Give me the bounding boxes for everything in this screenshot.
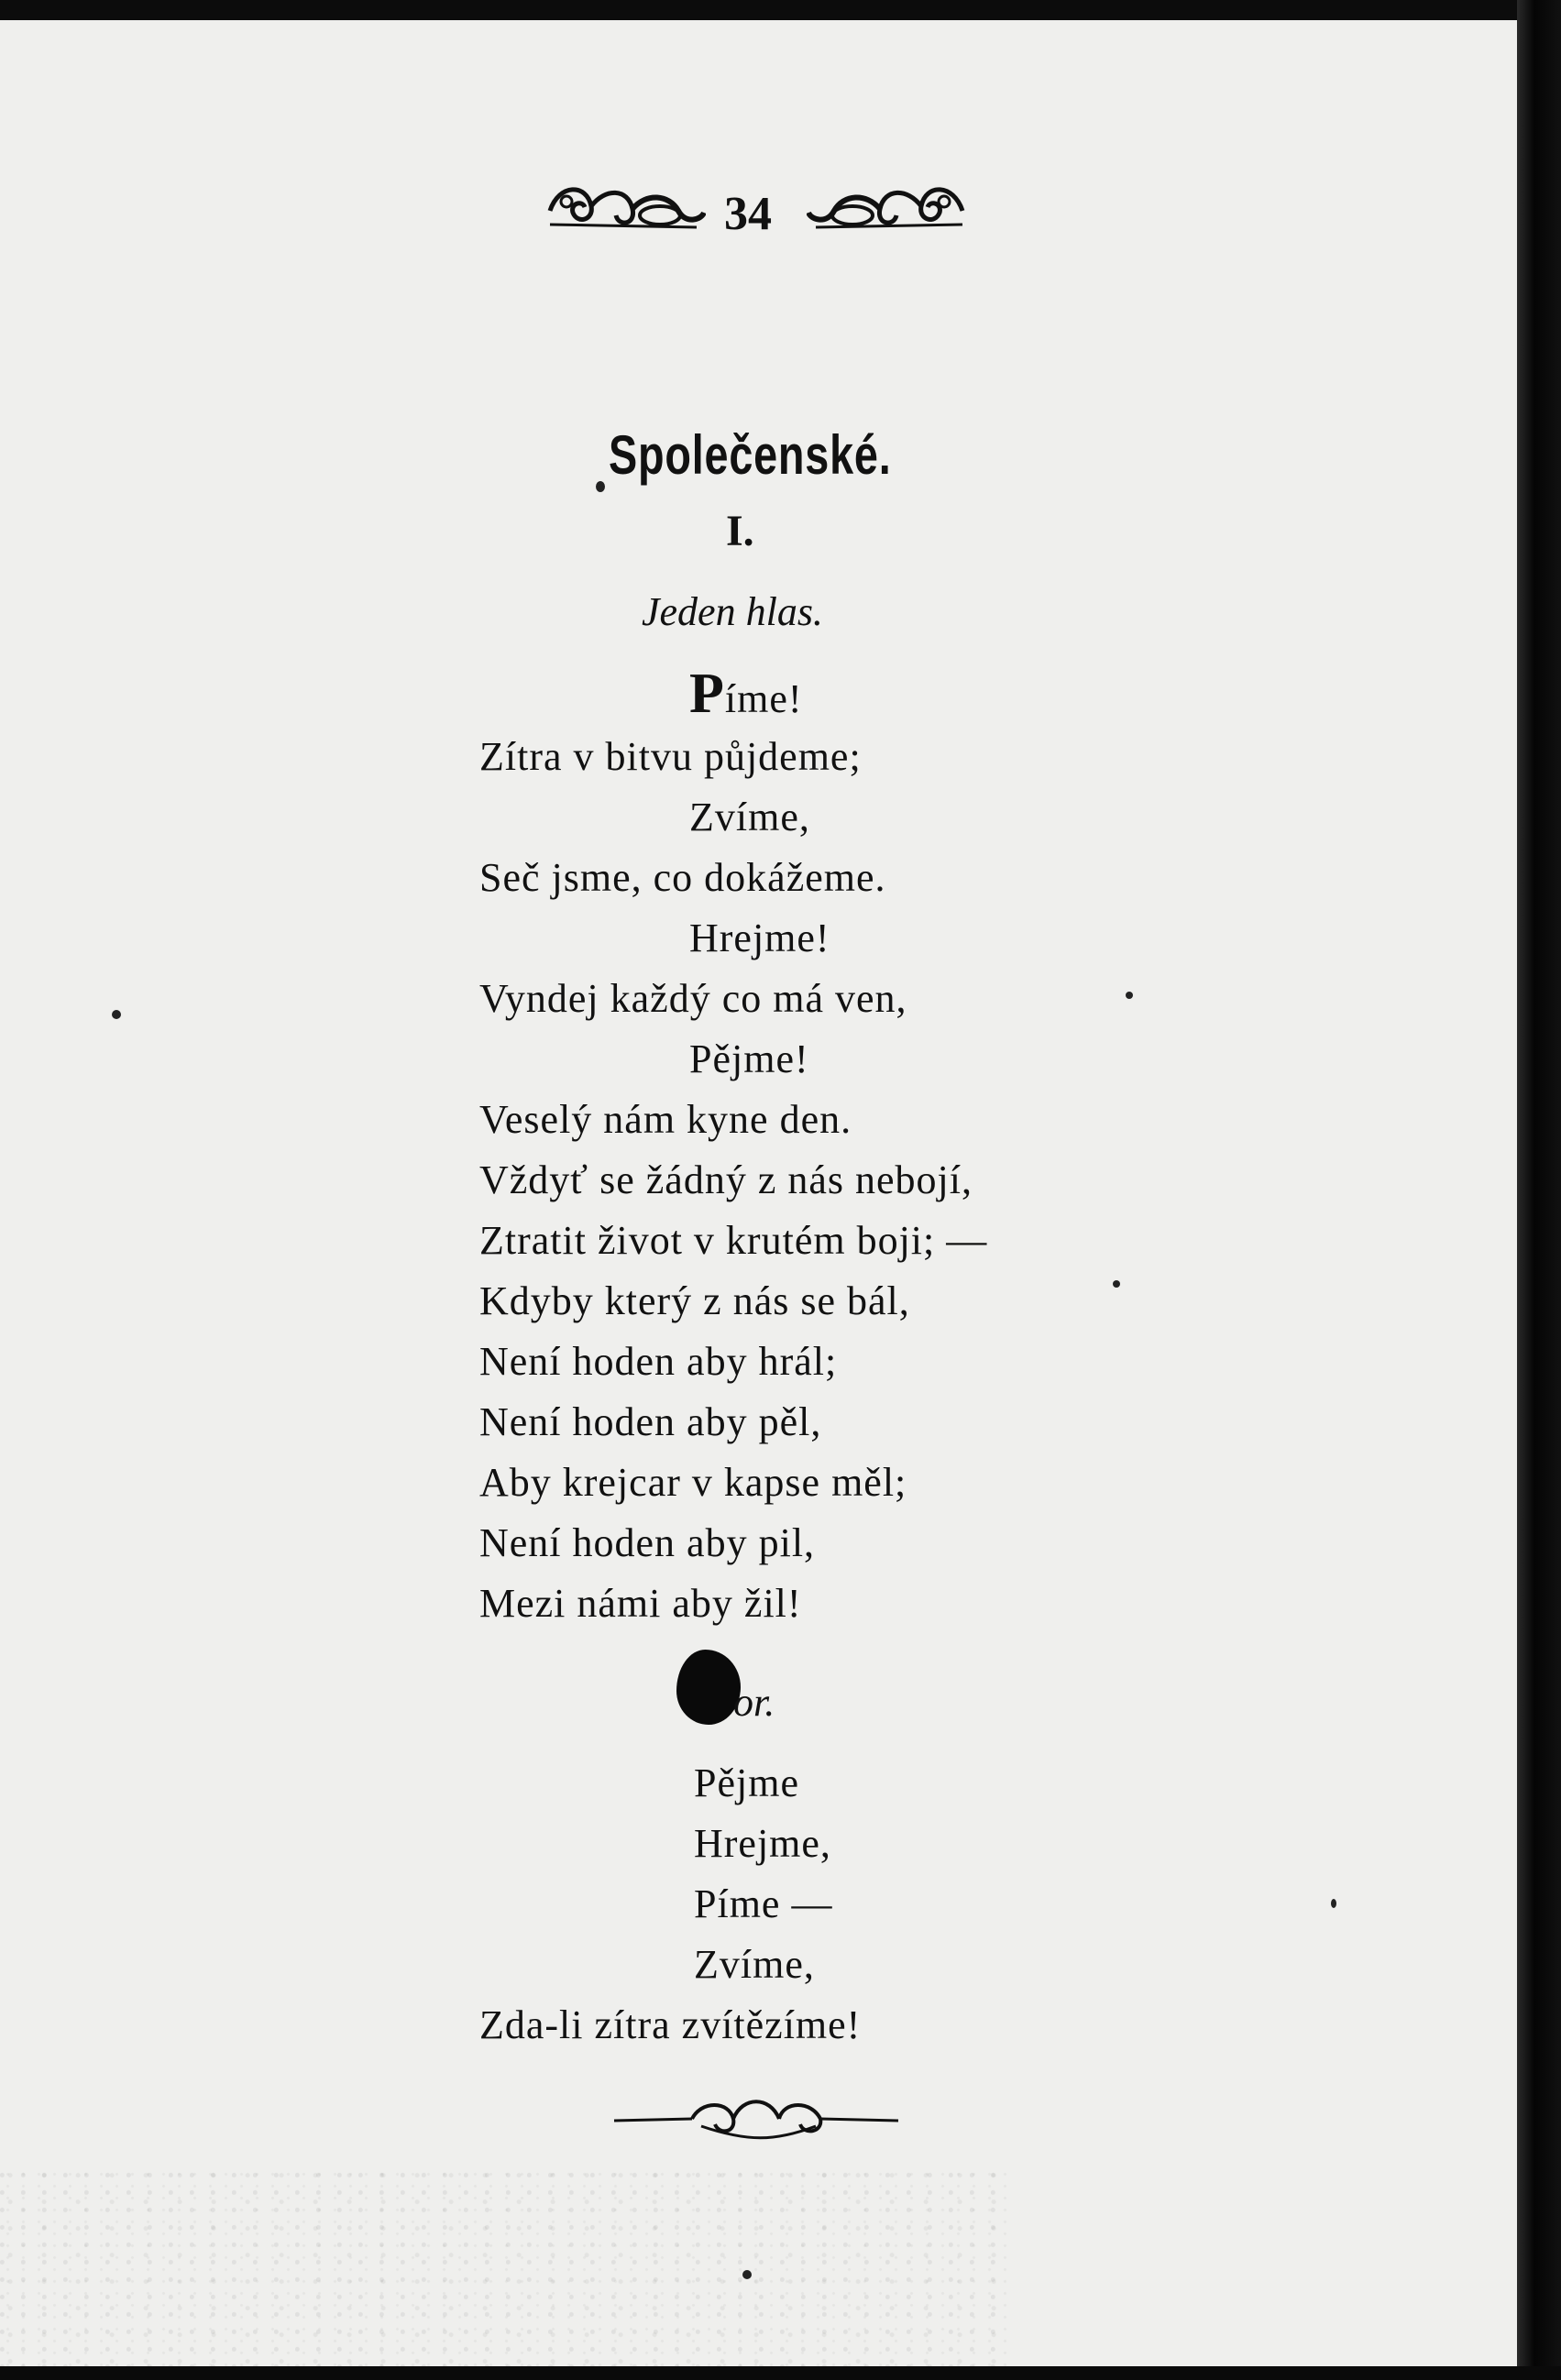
verse-line: Veselý nám kyne den. (479, 1097, 852, 1142)
book-page (0, 20, 1517, 2366)
chorus-label: or. (733, 1680, 775, 1725)
chorus-line: Zvíme, (694, 1942, 815, 1987)
left-header-ornament (541, 174, 706, 238)
specks (1113, 1280, 1120, 1288)
verse-line: Aby krejcar v kapse měl; (479, 1460, 907, 1505)
verse-line: Vždyť se žádný z nás nebojí, (479, 1157, 973, 1202)
verse-line: Ztratit život v krutém boji; — (479, 1218, 988, 1263)
chorus-line: Pějme (694, 1760, 799, 1805)
binding-edge (1517, 0, 1561, 2380)
verse-line: Pějme! (689, 1036, 809, 1081)
specks (1331, 1899, 1336, 1908)
verse-line: Vyndej každý co má ven, (479, 976, 907, 1021)
verse-line: Kdyby který z nás se bál, (479, 1278, 910, 1323)
specks (1126, 992, 1133, 999)
section-numeral: I. (726, 507, 754, 555)
chorus-line: Píme — (694, 1881, 833, 1926)
verse-line-first (689, 662, 803, 727)
right-header-ornament (807, 174, 972, 238)
chorus-line: Zda-li zítra zvítězíme! (479, 2002, 862, 2047)
bottom-edge (0, 2366, 1561, 2380)
ink-blot (676, 1650, 741, 1725)
verse-line: Není hoden aby hrál; (479, 1339, 838, 1384)
specks (596, 481, 605, 492)
page-header (541, 167, 972, 249)
page-number: 34 (724, 188, 772, 240)
verse-line: Není hoden aby pěl, (479, 1399, 822, 1444)
verse-line: Zítra v bitvu půjdeme; (479, 734, 862, 779)
verse-line: Mezi námi aby žil! (479, 1581, 802, 1626)
verse-line: Není hoden aby pil, (479, 1520, 816, 1565)
end-ornament (610, 2091, 903, 2146)
drop-cap: P (689, 663, 725, 725)
section-title: Společenské. (609, 424, 892, 486)
chorus-line: Hrejme, (694, 1821, 831, 1866)
verse-line: Seč jsme, co dokážeme. (479, 855, 886, 900)
first-line-rest: íme! (724, 676, 803, 721)
paper-texture (0, 2165, 1008, 2366)
specks (112, 1010, 121, 1019)
verse-line: Zvíme, (689, 795, 810, 839)
verse-line: Hrejme! (689, 916, 830, 960)
voice-label: Jeden hlas. (642, 589, 823, 634)
